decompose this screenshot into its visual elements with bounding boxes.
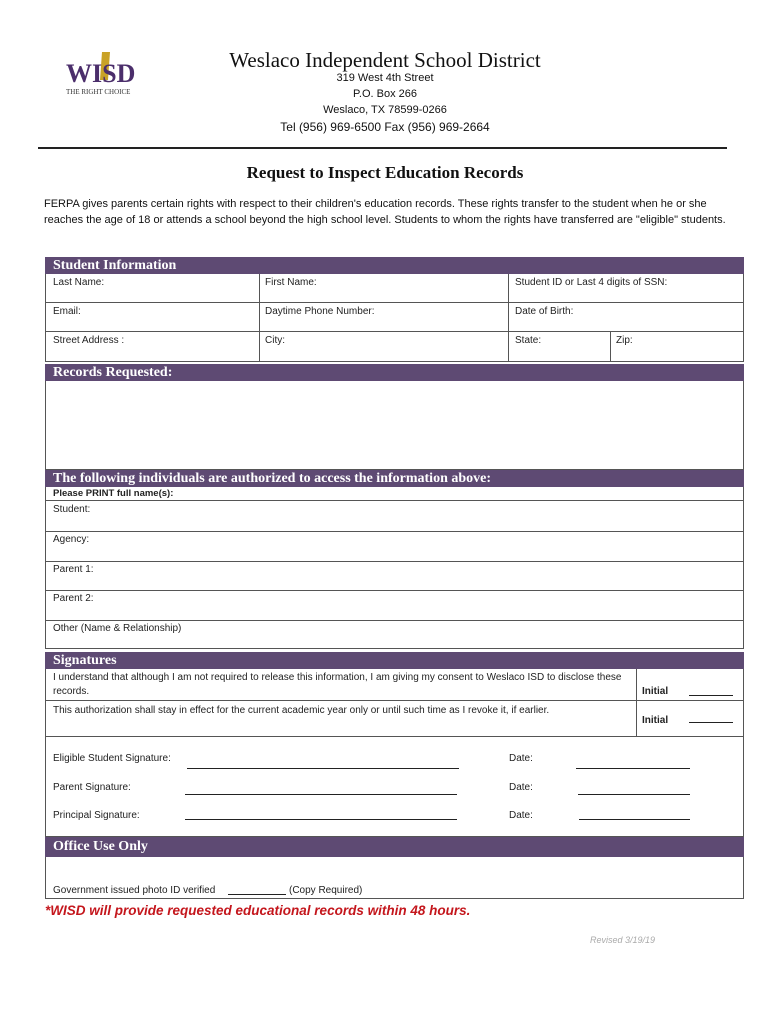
parent-signature-line[interactable]	[185, 794, 457, 795]
print-note: Please PRINT full name(s):	[53, 488, 174, 499]
authorized-student-field[interactable]: Student:	[53, 504, 91, 515]
records-heading: Records Requested:	[45, 364, 744, 381]
consent-text: I understand that although I am not required to release this information, I am giving my consent to Weslaco ISD to disclose these records.	[53, 672, 622, 697]
address-street: 319 West 4th Street	[336, 72, 434, 84]
district-name: Weslaco Independent School District	[229, 48, 541, 72]
student-info-table	[45, 274, 744, 362]
initial-line-1[interactable]	[689, 695, 733, 696]
signature-block	[45, 737, 744, 837]
authorized-agency-field[interactable]: Agency:	[53, 534, 90, 545]
date-label-2: Date:	[509, 782, 533, 793]
logo-wordmark: WISD	[66, 59, 136, 88]
phone-field[interactable]: Daytime Phone Number:	[265, 306, 375, 317]
office-use-table	[45, 857, 744, 899]
zip-field[interactable]: Zip:	[616, 335, 633, 346]
first-name-field[interactable]: First Name:	[265, 277, 317, 288]
delivery-note: *WISD will provide requested educational records within 48 hours.	[45, 903, 471, 918]
revised-date: Revised 3/19/19	[590, 935, 656, 945]
address-pobox: P.O. Box 266	[352, 88, 417, 100]
date-line-1[interactable]	[576, 768, 690, 769]
authorized-parent2-field[interactable]: Parent 2:	[53, 593, 94, 604]
consent-table	[45, 669, 744, 737]
principal-signature-line[interactable]	[185, 819, 457, 820]
date-line-2[interactable]	[578, 794, 690, 795]
student-id-field[interactable]: Student ID or Last 4 digits of SSN:	[515, 277, 668, 288]
authorized-heading: The following individuals are authorized to access the information above:	[45, 470, 744, 487]
initial-label-1: Initial	[642, 686, 669, 697]
initial-line-2[interactable]	[689, 722, 733, 723]
eligible-signature-label: Eligible Student Signature:	[53, 753, 171, 764]
records-requested-area[interactable]	[45, 381, 744, 470]
date-line-3[interactable]	[579, 819, 690, 820]
contact-phone: Tel (956) 969-6500 Fax (956) 969-2664	[280, 120, 490, 134]
form-title: Request to Inspect Education Records	[246, 163, 524, 182]
date-label-1: Date:	[509, 753, 533, 764]
city-field[interactable]: City:	[265, 335, 285, 346]
dob-field[interactable]: Date of Birth:	[515, 306, 574, 317]
photo-id-line[interactable]	[228, 894, 286, 895]
email-field[interactable]: Email:	[53, 306, 81, 317]
ferpa-intro: FERPA gives parents certain rights with respect to their children's education records. These rights transfer to the student when he or she reaches the age of 18 or attends a school beyond the high school level. Students to whom the rights have transferred are "eligible" students.	[44, 198, 726, 226]
authorized-other-field[interactable]: Other (Name & Relationship)	[53, 623, 182, 634]
student-info-heading: Student Information	[45, 257, 744, 274]
photo-id-label: Government issued photo ID verified	[53, 885, 216, 896]
office-heading: Office Use Only	[45, 837, 744, 857]
date-label-3: Date:	[509, 810, 533, 821]
authorization-text: This authorization shall stay in effect for the current academic year only or until such time as I revoke it, if earlier.	[53, 705, 550, 716]
street-address-field[interactable]: Street Address :	[53, 335, 125, 346]
eligible-signature-line[interactable]	[187, 768, 459, 769]
authorized-parent1-field[interactable]: Parent 1:	[53, 564, 94, 575]
address-city: Weslaco, TX 78599-0266	[323, 104, 447, 116]
parent-signature-label: Parent Signature:	[53, 782, 131, 793]
last-name-field[interactable]: Last Name:	[53, 277, 105, 288]
initial-label-2: Initial	[642, 715, 669, 726]
principal-signature-label: Principal Signature:	[53, 810, 140, 821]
header-divider	[38, 147, 727, 149]
logo-tagline: THE RIGHT CHOICE	[66, 88, 131, 96]
signatures-heading: Signatures	[45, 652, 744, 669]
authorized-table	[45, 487, 744, 649]
state-field[interactable]: State:	[515, 335, 542, 346]
copy-required-label: (Copy Required)	[289, 885, 363, 896]
